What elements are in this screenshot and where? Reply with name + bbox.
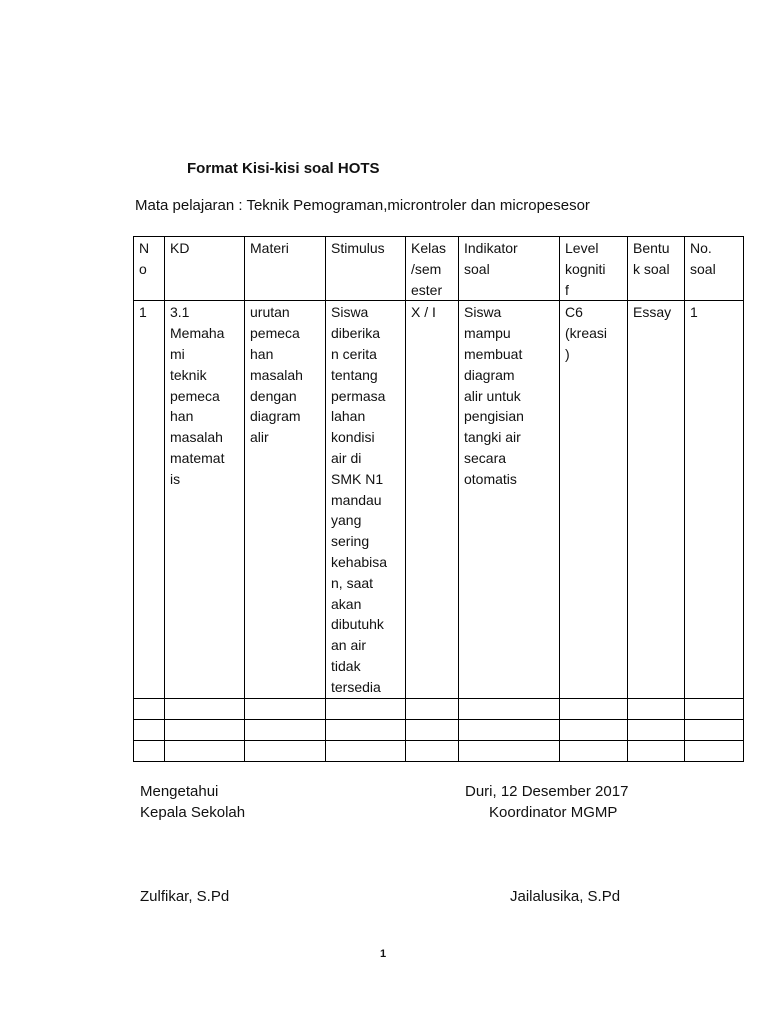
kepala-sekolah-label: Kepala Sekolah [140,804,246,821]
header-no-soal: No. soal [685,237,744,301]
subject-line: Mata pelajaran : Teknik Pemograman,microntroler dan micropesesor [135,197,590,214]
cell-kd: 3.1 Memaha mi teknik pemeca han masalah matemat is [165,301,245,698]
cell-no: 1 [134,301,165,698]
table-header-row [134,237,744,301]
empty-row [134,740,744,761]
header-stimulus: Stimulus [326,237,406,301]
page-number: 1 [380,948,387,960]
table-row [134,301,744,698]
header-indikator-soal: Indikator soal [459,237,560,301]
empty-row [134,719,744,740]
header-kd: KD [165,237,245,301]
cell-bentuk: Essay [628,301,685,698]
koordinator-label: Koordinator MGMP [489,804,618,821]
cell-nomor-soal: 1 [685,301,744,698]
kisi-kisi-table [133,236,744,762]
header-no: N o [134,237,165,301]
document-title: Format Kisi-kisi soal HOTS [187,160,380,177]
cell-stimulus: Siswa diberika n cerita tentang permasa lahan kondisi air di SMK N1 mandau yang sering kehabisa n, saat akan dibutuhk an air tidak tersedia [326,301,406,698]
header-kelas-semester: Kelas /sem ester [406,237,459,301]
date-place: Duri, 12 Desember 2017 [465,783,629,800]
header-level-kognitif: Level kogniti f [560,237,628,301]
cell-level: C6 (kreasi ) [560,301,628,698]
header-materi: Materi [245,237,326,301]
empty-row [134,698,744,719]
cell-materi: urutan pemeca han masalah dengan diagram alir [245,301,326,698]
cell-indikator: Siswa mampu membuat diagram alir untuk pengisian tangki air secara otomatis [459,301,560,698]
mengetahui-label: Mengetahui [140,783,219,800]
koordinator-name: Jailalusika, S.Pd [510,888,621,905]
header-bentuk-soal: Bentu k soal [628,237,685,301]
kepala-sekolah-name: Zulfikar, S.Pd [140,888,230,905]
cell-kelas: X / I [406,301,459,698]
